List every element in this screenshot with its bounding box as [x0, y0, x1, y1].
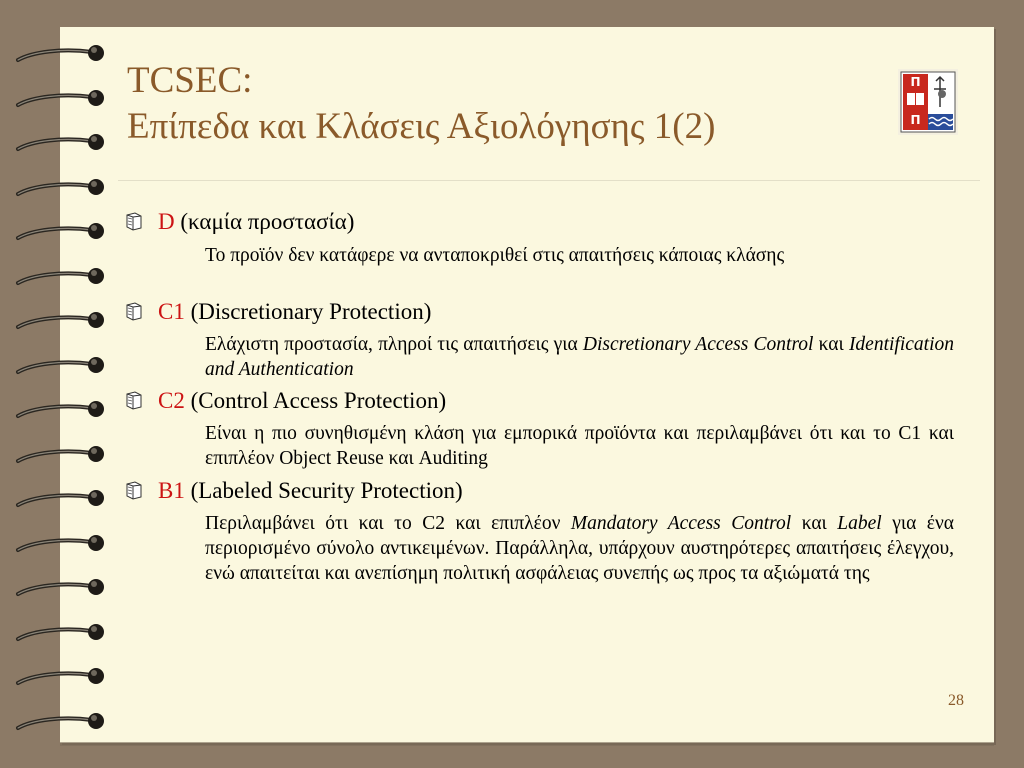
title-line-1: TCSEC: [127, 60, 253, 101]
page-number: 28 [948, 692, 964, 709]
list-item-c2 [124, 387, 446, 415]
level-description [205, 243, 954, 268]
page-shadow [60, 742, 994, 746]
title-line-2: Επίπεδα και Κλάσεις Αξιολόγησης 1(2) [127, 106, 716, 147]
spiral-ring-icon [12, 574, 104, 600]
spiral-ring-icon [12, 441, 104, 467]
spiral-ring-icon [12, 218, 104, 244]
list-item-b1 [124, 477, 463, 505]
slide-title [127, 58, 847, 150]
spiral-ring-icon [12, 352, 104, 378]
description-text: Ελάχιστη προστασία, πληροί τις απαιτήσεις για [205, 334, 583, 355]
level-description [205, 332, 954, 382]
description-term: Label [837, 513, 882, 534]
spiral-ring-icon [12, 40, 104, 66]
spiral-ring-icon [12, 129, 104, 155]
description-term: Mandatory Access Control [570, 513, 792, 534]
level-code: C2 [158, 388, 185, 413]
spiral-ring-icon [12, 396, 104, 422]
spiral-ring-icon [12, 263, 104, 289]
description-text: Το προϊόν δεν κατάφερε να ανταποκριθεί στις απαιτήσεις κάποιας κλάσης [205, 245, 785, 266]
book-icon [124, 389, 144, 409]
level-code: C1 [158, 299, 185, 324]
level-label: (Labeled Security Protection) [190, 478, 463, 503]
university-logo [898, 69, 958, 135]
description-term: Discretionary Access Control [582, 334, 814, 355]
description-text: Περιλαμβάνει ότι και το C2 και επιπλέον [205, 513, 571, 534]
level-code: D [158, 209, 175, 234]
university-crest-icon [898, 69, 958, 135]
list-item-c1 [124, 298, 431, 326]
list-item-d [124, 208, 354, 236]
book-icon [124, 479, 144, 499]
description-text: και [791, 513, 838, 534]
level-description: Είναι η πιο συνηθισμένη κλάση για εμπορικά προϊόντα και περιλαμβάνει ότι και το C1 και επιπλέον Object Reuse και Auditing [205, 423, 954, 469]
spiral-ring-icon [12, 708, 104, 734]
level-description [205, 511, 954, 586]
svg-text:Π: Π [910, 75, 921, 89]
level-label: (καμία προστασία) [180, 209, 355, 234]
svg-text:Π: Π [910, 113, 921, 127]
description-term: Identification and Authentication [205, 334, 954, 380]
book-icon [124, 210, 144, 230]
title-divider [118, 180, 980, 181]
spiral-ring-icon [12, 307, 104, 333]
book-icon [124, 300, 144, 320]
spiral-ring-icon [12, 619, 104, 645]
level-code: B1 [158, 478, 185, 503]
spiral-ring-icon [12, 85, 104, 111]
description-text: για ένα περιορισμένο σύνολο αντικειμένων. Παράλληλα, υπάρχουν αυστηρότερες απαιτήσεις έλεγχου, ενώ απαιτείται και ανεπίσημη πολιτική ασφάλειας συνεπής ως προς τα αξιώματά της [205, 513, 954, 584]
spiral-ring-icon [12, 174, 104, 200]
description-text: και [813, 334, 849, 355]
spiral-ring-icon [12, 663, 104, 689]
spiral-ring-icon [12, 485, 104, 511]
level-label: (Discretionary Protection) [190, 299, 432, 324]
spiral-ring-icon [12, 530, 104, 556]
level-label: (Control Access Protection) [190, 388, 447, 413]
